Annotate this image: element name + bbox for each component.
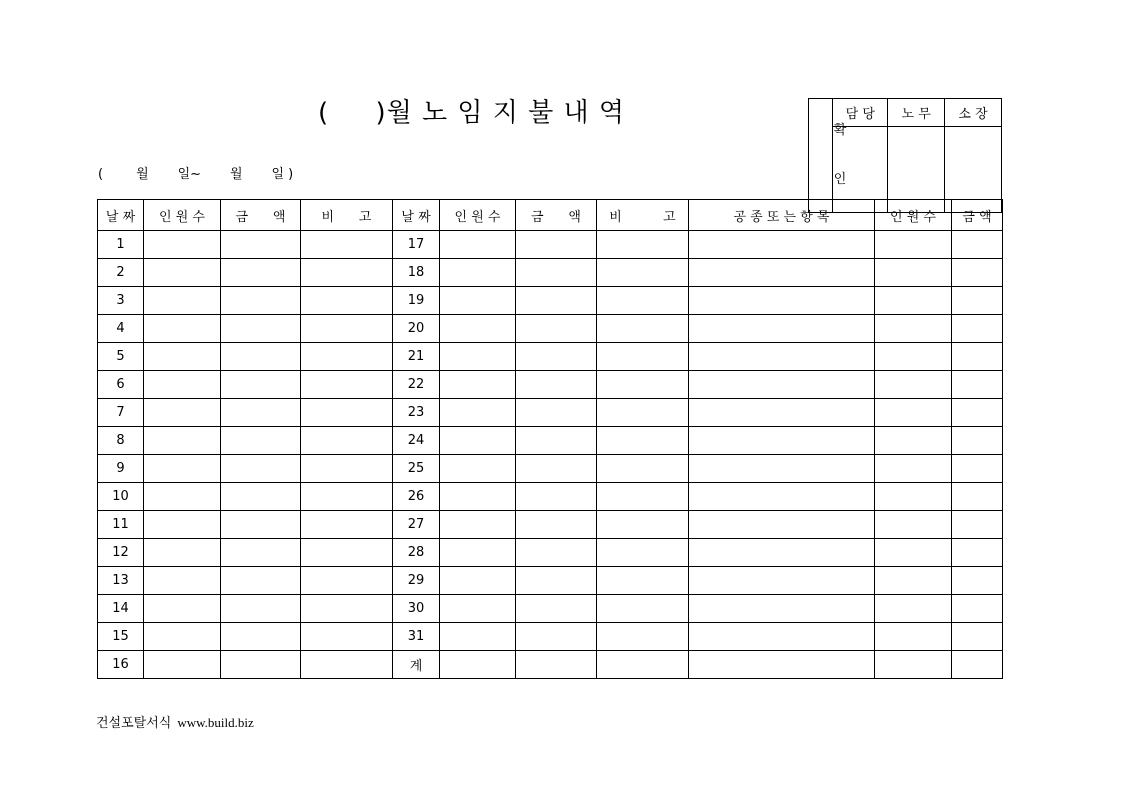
cell-work-item[interactable]: [689, 483, 875, 511]
cell-work-item[interactable]: [689, 427, 875, 455]
cell-amount-2[interactable]: [516, 623, 597, 651]
cell-date-2: 21: [393, 343, 440, 371]
cell-remarks-2[interactable]: [597, 371, 689, 399]
cell-workers-3[interactable]: [875, 287, 952, 315]
cell-amount-2[interactable]: [516, 399, 597, 427]
cell-amount-2[interactable]: [516, 343, 597, 371]
cell-amount-1[interactable]: [221, 315, 301, 343]
cell-date-2: 18: [393, 259, 440, 287]
cell-amount-2[interactable]: [516, 483, 597, 511]
cell-workers-1[interactable]: [144, 343, 221, 371]
cell-remarks-1[interactable]: [301, 343, 393, 371]
cell-workers-2[interactable]: [440, 483, 516, 511]
cell-workers-3[interactable]: [875, 623, 952, 651]
header-remarks-2: 비 고: [597, 200, 689, 231]
cell-workers-2[interactable]: [440, 315, 516, 343]
cell-amount-1[interactable]: [221, 567, 301, 595]
cell-work-item[interactable]: [689, 623, 875, 651]
cell-workers-1[interactable]: [144, 371, 221, 399]
cell-amount-3[interactable]: [952, 287, 1003, 315]
cell-workers-3[interactable]: [875, 511, 952, 539]
cell-remarks-1[interactable]: [301, 511, 393, 539]
table-header-row: [98, 200, 1003, 231]
cell-date-2: 29: [393, 567, 440, 595]
cell-date-2: 23: [393, 399, 440, 427]
cell-work-item[interactable]: [689, 399, 875, 427]
cell-workers-1[interactable]: [144, 595, 221, 623]
cell-amount-2[interactable]: [516, 455, 597, 483]
cell-workers-1[interactable]: [144, 287, 221, 315]
table-row: [98, 371, 1003, 399]
cell-workers-1[interactable]: [144, 427, 221, 455]
table-row: [98, 315, 1003, 343]
cell-amount-2[interactable]: [516, 651, 597, 679]
cell-amount-3[interactable]: [952, 567, 1003, 595]
cell-date-1: 15: [98, 623, 144, 651]
cell-workers-3[interactable]: [875, 455, 952, 483]
cell-work-item[interactable]: [689, 455, 875, 483]
cell-work-item[interactable]: [689, 511, 875, 539]
approval-box: [808, 98, 1002, 213]
cell-amount-2[interactable]: [516, 287, 597, 315]
cell-date-1: 6: [98, 371, 144, 399]
cell-date-1: 2: [98, 259, 144, 287]
approval-role-labor: 노 무: [888, 99, 945, 127]
cell-remarks-1[interactable]: [301, 651, 393, 679]
cell-workers-1[interactable]: [144, 259, 221, 287]
cell-amount-1[interactable]: [221, 231, 301, 259]
cell-remarks-2[interactable]: [597, 399, 689, 427]
cell-amount-1[interactable]: [221, 427, 301, 455]
cell-date-2: 24: [393, 427, 440, 455]
cell-workers-1[interactable]: [144, 455, 221, 483]
cell-date-1: 7: [98, 399, 144, 427]
cell-workers-1[interactable]: [144, 399, 221, 427]
cell-date-2: 22: [393, 371, 440, 399]
header-workers-2: 인 원 수: [440, 200, 516, 231]
cell-workers-1[interactable]: [144, 231, 221, 259]
header-remarks-1: 비 고: [301, 200, 393, 231]
cell-date-2: 27: [393, 511, 440, 539]
cell-amount-1[interactable]: [221, 399, 301, 427]
cell-date-2: 28: [393, 539, 440, 567]
cell-workers-2[interactable]: [440, 623, 516, 651]
table-row: [98, 343, 1003, 371]
cell-amount-2[interactable]: [516, 371, 597, 399]
cell-amount-3[interactable]: [952, 315, 1003, 343]
cell-workers-2[interactable]: [440, 511, 516, 539]
cell-workers-3[interactable]: [875, 483, 952, 511]
cell-workers-2[interactable]: [440, 259, 516, 287]
table-row: [98, 539, 1003, 567]
footer-url[interactable]: www.build.biz: [177, 715, 254, 730]
cell-remarks-1[interactable]: [301, 539, 393, 567]
cell-remarks-2[interactable]: [597, 651, 689, 679]
cell-work-item[interactable]: [689, 315, 875, 343]
table-row: [98, 399, 1003, 427]
cell-work-item[interactable]: [689, 231, 875, 259]
cell-remarks-1[interactable]: [301, 455, 393, 483]
cell-workers-3[interactable]: [875, 651, 952, 679]
header-workers-1: 인 원 수: [144, 200, 221, 231]
cell-date-1: 1: [98, 231, 144, 259]
footer-brand: 건설포탈서식: [96, 716, 172, 731]
cell-remarks-2[interactable]: [597, 623, 689, 651]
table-row: [98, 651, 1003, 679]
cell-work-item[interactable]: [689, 595, 875, 623]
cell-workers-3[interactable]: [875, 399, 952, 427]
cell-amount-2[interactable]: [516, 231, 597, 259]
cell-work-item[interactable]: [689, 371, 875, 399]
cell-workers-2[interactable]: [440, 399, 516, 427]
table-row: [98, 455, 1003, 483]
cell-amount-3[interactable]: [952, 455, 1003, 483]
cell-date-1: 10: [98, 483, 144, 511]
cell-date-2: 30: [393, 595, 440, 623]
cell-amount-3[interactable]: [952, 595, 1003, 623]
cell-workers-3[interactable]: [875, 371, 952, 399]
cell-work-item[interactable]: [689, 287, 875, 315]
table-row: [98, 287, 1003, 315]
cell-workers-1[interactable]: [144, 315, 221, 343]
cell-workers-2[interactable]: [440, 371, 516, 399]
cell-remarks-1[interactable]: [301, 399, 393, 427]
cell-amount-3[interactable]: [952, 623, 1003, 651]
cell-amount-3[interactable]: [952, 427, 1003, 455]
cell-amount-1[interactable]: [221, 343, 301, 371]
cell-amount-3[interactable]: [952, 371, 1003, 399]
cell-remarks-1[interactable]: [301, 287, 393, 315]
table-row: [98, 595, 1003, 623]
approval-label-bottom: 인: [833, 172, 847, 187]
cell-amount-2[interactable]: [516, 567, 597, 595]
header-date-1: 날 짜: [98, 200, 144, 231]
header-date-2: 날 짜: [393, 200, 440, 231]
cell-remarks-2[interactable]: [597, 287, 689, 315]
cell-date-1: 14: [98, 595, 144, 623]
cell-workers-2[interactable]: [440, 231, 516, 259]
cell-amount-2[interactable]: [516, 315, 597, 343]
cell-remarks-1[interactable]: [301, 427, 393, 455]
cell-workers-3[interactable]: [875, 259, 952, 287]
cell-workers-2[interactable]: [440, 427, 516, 455]
cell-date-2: 계: [393, 651, 440, 679]
cell-date-1: 3: [98, 287, 144, 315]
cell-work-item[interactable]: [689, 343, 875, 371]
cell-amount-2[interactable]: [516, 259, 597, 287]
cell-amount-3[interactable]: [952, 399, 1003, 427]
cell-date-1: 16: [98, 651, 144, 679]
cell-amount-3[interactable]: [952, 231, 1003, 259]
cell-work-item[interactable]: [689, 651, 875, 679]
approval-label-top: 확: [833, 123, 847, 138]
cell-date-1: 9: [98, 455, 144, 483]
cell-date-1: 13: [98, 567, 144, 595]
cell-amount-3[interactable]: [952, 343, 1003, 371]
period-range: ( 월 일~ 월 일 ): [98, 167, 294, 182]
cell-amount-3[interactable]: [952, 483, 1003, 511]
cell-workers-1[interactable]: [144, 483, 221, 511]
cell-date-1: 12: [98, 539, 144, 567]
cell-date-2: 31: [393, 623, 440, 651]
cell-workers-1[interactable]: [144, 623, 221, 651]
table-row: [98, 259, 1003, 287]
cell-amount-2[interactable]: [516, 595, 597, 623]
table-row: [98, 623, 1003, 651]
cell-amount-1[interactable]: [221, 623, 301, 651]
cell-remarks-1[interactable]: [301, 595, 393, 623]
cell-workers-2[interactable]: [440, 567, 516, 595]
cell-remarks-1[interactable]: [301, 231, 393, 259]
cell-remarks-2[interactable]: [597, 231, 689, 259]
cell-amount-3[interactable]: [952, 511, 1003, 539]
cell-amount-3[interactable]: [952, 259, 1003, 287]
approval-label: [809, 99, 847, 213]
cell-date-1: 4: [98, 315, 144, 343]
cell-remarks-1[interactable]: [301, 623, 393, 651]
cell-workers-1[interactable]: [144, 511, 221, 539]
cell-date-2: 17: [393, 231, 440, 259]
cell-remarks-2[interactable]: [597, 511, 689, 539]
cell-remarks-2[interactable]: [597, 315, 689, 343]
cell-amount-3[interactable]: [952, 539, 1003, 567]
table-row: [98, 567, 1003, 595]
cell-workers-2[interactable]: [440, 595, 516, 623]
cell-date-1: 11: [98, 511, 144, 539]
cell-workers-3[interactable]: [875, 539, 952, 567]
cell-amount-1[interactable]: [221, 259, 301, 287]
cell-amount-1[interactable]: [221, 595, 301, 623]
table-row: [98, 511, 1003, 539]
cell-remarks-2[interactable]: [597, 483, 689, 511]
table-row: [98, 427, 1003, 455]
cell-remarks-1[interactable]: [301, 483, 393, 511]
cell-workers-3[interactable]: [875, 427, 952, 455]
cell-amount-1[interactable]: [221, 651, 301, 679]
cell-remarks-2[interactable]: [597, 595, 689, 623]
cell-remarks-1[interactable]: [301, 567, 393, 595]
cell-amount-1[interactable]: [221, 287, 301, 315]
header-work-item: 공 종 또 는 항 목: [689, 200, 875, 231]
cell-workers-1[interactable]: [144, 567, 221, 595]
cell-work-item[interactable]: [689, 539, 875, 567]
cell-workers-2[interactable]: [440, 343, 516, 371]
cell-workers-1[interactable]: [144, 539, 221, 567]
header-amount-2: 금 액: [516, 200, 597, 231]
header-workers-3: 인 원 수: [875, 200, 952, 231]
cell-workers-3[interactable]: [875, 595, 952, 623]
cell-remarks-1[interactable]: [301, 315, 393, 343]
cell-workers-2[interactable]: [440, 455, 516, 483]
cell-work-item[interactable]: [689, 259, 875, 287]
cell-amount-2[interactable]: [516, 511, 597, 539]
cell-date-2: 25: [393, 455, 440, 483]
header-amount-3: 금 액: [952, 200, 1003, 231]
cell-workers-2[interactable]: [440, 539, 516, 567]
cell-amount-1[interactable]: [221, 371, 301, 399]
cell-workers-3[interactable]: [875, 567, 952, 595]
header-amount-1: 금 액: [221, 200, 301, 231]
approval-role-site-chief: 소 장: [945, 99, 1002, 127]
cell-remarks-2[interactable]: [597, 427, 689, 455]
cell-workers-3[interactable]: [875, 343, 952, 371]
footer: [96, 712, 254, 731]
cell-remarks-1[interactable]: [301, 259, 393, 287]
cell-amount-1[interactable]: [221, 539, 301, 567]
cell-work-item[interactable]: [689, 567, 875, 595]
cell-amount-1[interactable]: [221, 483, 301, 511]
table-row: [98, 483, 1003, 511]
cell-remarks-2[interactable]: [597, 539, 689, 567]
document-title: ( )월 노 임 지 불 내 역: [318, 98, 626, 128]
cell-workers-2[interactable]: [440, 651, 516, 679]
cell-date-2: 19: [393, 287, 440, 315]
cell-remarks-2[interactable]: [597, 567, 689, 595]
cell-date-1: 8: [98, 427, 144, 455]
cell-workers-3[interactable]: [875, 231, 952, 259]
cell-remarks-2[interactable]: [597, 455, 689, 483]
cell-remarks-2[interactable]: [597, 259, 689, 287]
cell-amount-3[interactable]: [952, 651, 1003, 679]
cell-date-2: 20: [393, 315, 440, 343]
cell-workers-2[interactable]: [440, 287, 516, 315]
approval-role-manager: 담 당: [833, 99, 888, 127]
cell-date-1: 5: [98, 343, 144, 371]
cell-amount-2[interactable]: [516, 427, 597, 455]
wage-payment-table: [97, 199, 1003, 679]
cell-amount-2[interactable]: [516, 539, 597, 567]
cell-workers-3[interactable]: [875, 315, 952, 343]
cell-amount-1[interactable]: [221, 511, 301, 539]
cell-date-2: 26: [393, 483, 440, 511]
cell-remarks-1[interactable]: [301, 371, 393, 399]
table-row: [98, 231, 1003, 259]
cell-amount-1[interactable]: [221, 455, 301, 483]
cell-workers-1[interactable]: [144, 651, 221, 679]
cell-remarks-2[interactable]: [597, 343, 689, 371]
